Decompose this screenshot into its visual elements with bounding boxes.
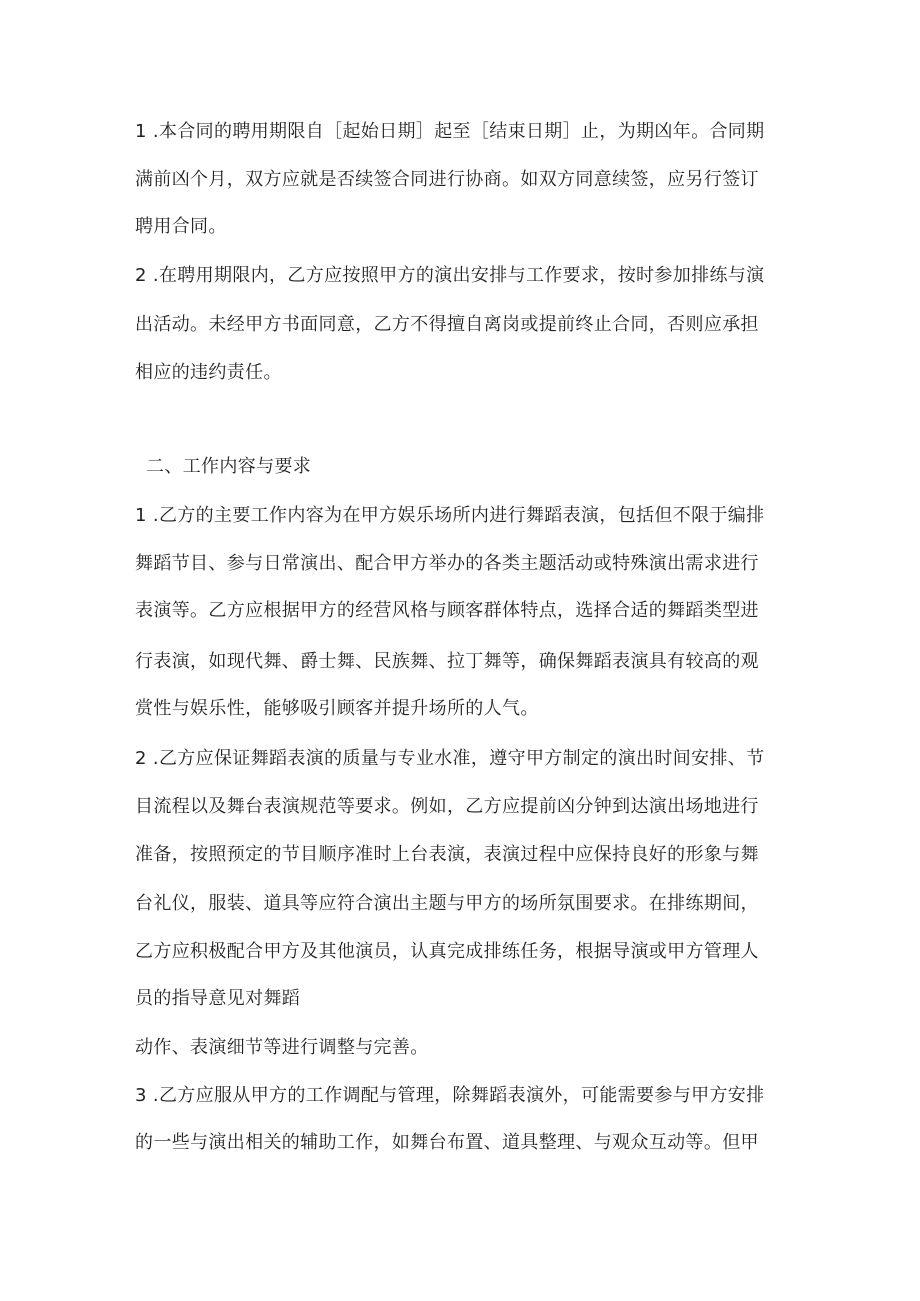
text-line: 2 .乙方应保证舞蹈表演的质量与专业水准，遵守甲方制定的演出时间安排、节 [135,748,765,769]
text-line: 台礼仪，服装、道具等应符合演出主题与甲方的场所氛围要求。在排练期间， [135,893,759,914]
text-line: 动作、表演细节等进行调整与完善。 [135,1037,429,1058]
text-line: 相应的违约责任。 [135,362,282,383]
section-heading: 二、工作内容与要求 [146,456,312,477]
text-line: 聘用合同。 [135,216,227,237]
text-line: 准备，按照预定的节目顺序准时上台表演，表演过程中应保持良好的形象与舞 [135,844,759,865]
text-line: 1 .本合同的聘用期限自［起始日期］起至［结束日期］止，为期凶年。合同期 [135,121,765,142]
text-line: 乙方应积极配合甲方及其他演员，认真完成排练任务，根据导演或甲方管理人 [135,941,759,962]
text-line: 表演等。乙方应根据甲方的经营风格与顾客群体特点，选择合适的舞蹈类型进 [135,600,759,621]
text-line: 的一些与演出相关的辅助工作，如舞台布置、道具整理、与观众互动等。但甲 [135,1132,759,1153]
text-line: 3 .乙方应服从甲方的工作调配与管理，除舞蹈表演外，可能需要参与甲方安排 [135,1085,765,1106]
text-line: 赏性与娱乐性，能够吸引顾客并提升场所的人气。 [135,698,539,719]
text-line: 舞蹈节目、参与日常演出、配合甲方举办的各类主题活动或特殊演出需求进行 [135,553,759,574]
text-line: 出活动。未经甲方书面同意，乙方不得擅自离岗或提前终止合同，否则应承担 [135,314,759,335]
text-line: 满前凶个月，双方应就是否续签合同进行协商。如双方同意续签，应另行签订 [135,169,759,190]
text-line: 员的指导意见对舞蹈 [135,988,301,1009]
text-line: 2 .在聘用期限内，乙方应按照甲方的演出安排与工作要求，按时参加排练与演 [135,265,765,286]
text-line: 1 .乙方的主要工作内容为在甲方娱乐场所内进行舞蹈表演，包括但不限于编排 [135,505,765,526]
text-line: 目流程以及舞台表演规范等要求。例如，乙方应提前凶分钟到达演出场地进行 [135,796,759,817]
text-line: 行表演，如现代舞、爵士舞、民族舞、拉丁舞等，确保舞蹈表演具有较高的观 [135,651,759,672]
